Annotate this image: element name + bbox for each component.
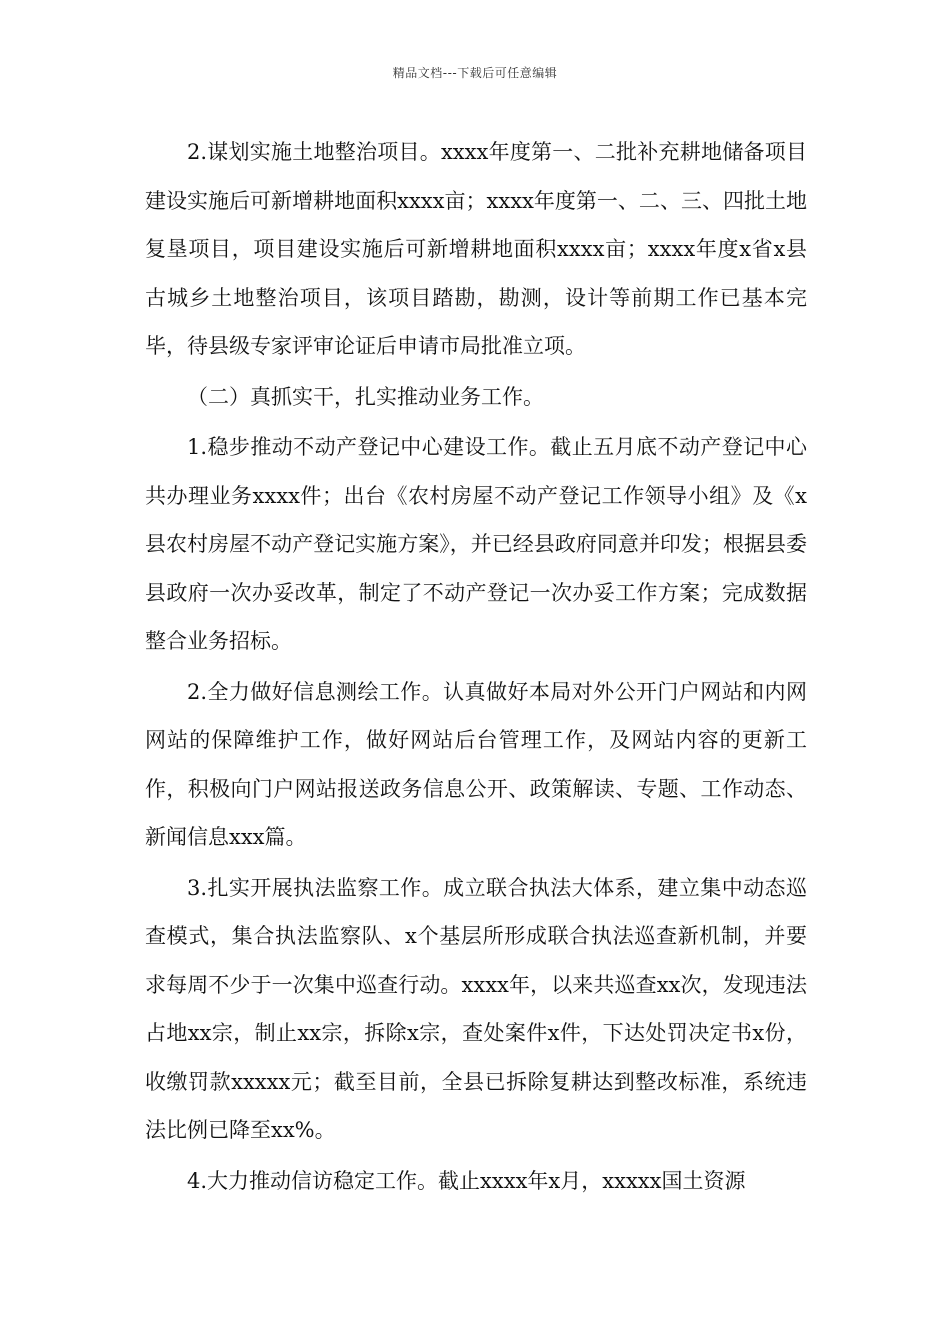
paragraph-law-enforcement: 3.扎实开展执法监察工作。成立联合执法大体系，建立集中动态巡查模式，集合执法监察队、x个基层所形成联合执法巡查新机制，并要求每周不少于一次集中巡查行动。xxxx年，以来共巡查xx次，发现违法占地xx宗，制止xx宗，拆除x宗，查处案件x件，下达处罚决定书x份，收缴罚款xxxxx元；截至目前，全县已拆除复耕达到整改标准，系统违法比例已降至xx%。 <box>145 875 807 1142</box>
paragraph-petition-stability: 4.大力推动信访稳定工作。截止xxxx年x月，xxxxx国土资源 <box>187 1168 746 1193</box>
paragraph-real-estate-registration: 1.稳步推动不动产登记中心建设工作。截止五月底不动产登记中心共办理业务xxxx件；出台《农村房屋不动产登记工作领导小组》及《x县农村房屋不动产登记实施方案》，并已经县政府同意并印发；根据县委县政府一次办妥改革，制定了不动产登记一次办妥工作方案；完成数据整合业务招标。 <box>145 435 807 653</box>
section-heading-two: （二）真抓实干，扎实推动业务工作。 <box>187 384 544 409</box>
paragraph-land-remediation: 2.谋划实施土地整治项目。xxxx年度第一、二批补充耕地储备项目建设实施后可新增耕地面积xxxx亩；xxxx年度第一、二、三、四批土地复垦项目，项目建设实施后可新增耕地面积xxxx亩；xxxx年度x省x县古城乡土地整治项目，该项目踏勘，勘测，设计等前期工作已基本完毕，待县级专家评审论证后申请市局批准立项。 <box>145 140 807 358</box>
page-header: 精品文档---下载后可任意编辑 <box>392 66 558 80</box>
paragraph-information-surveying: 2.全力做好信息测绘工作。认真做好本局对外公开门户网站和内网网站的保障维护工作，做好网站后台管理工作，及网站内容的更新工作，积极向门户网站报送政务信息公开、政策解读、专题、工作动态、新闻信息xxx篇。 <box>145 679 807 849</box>
document-body <box>145 128 807 1205</box>
